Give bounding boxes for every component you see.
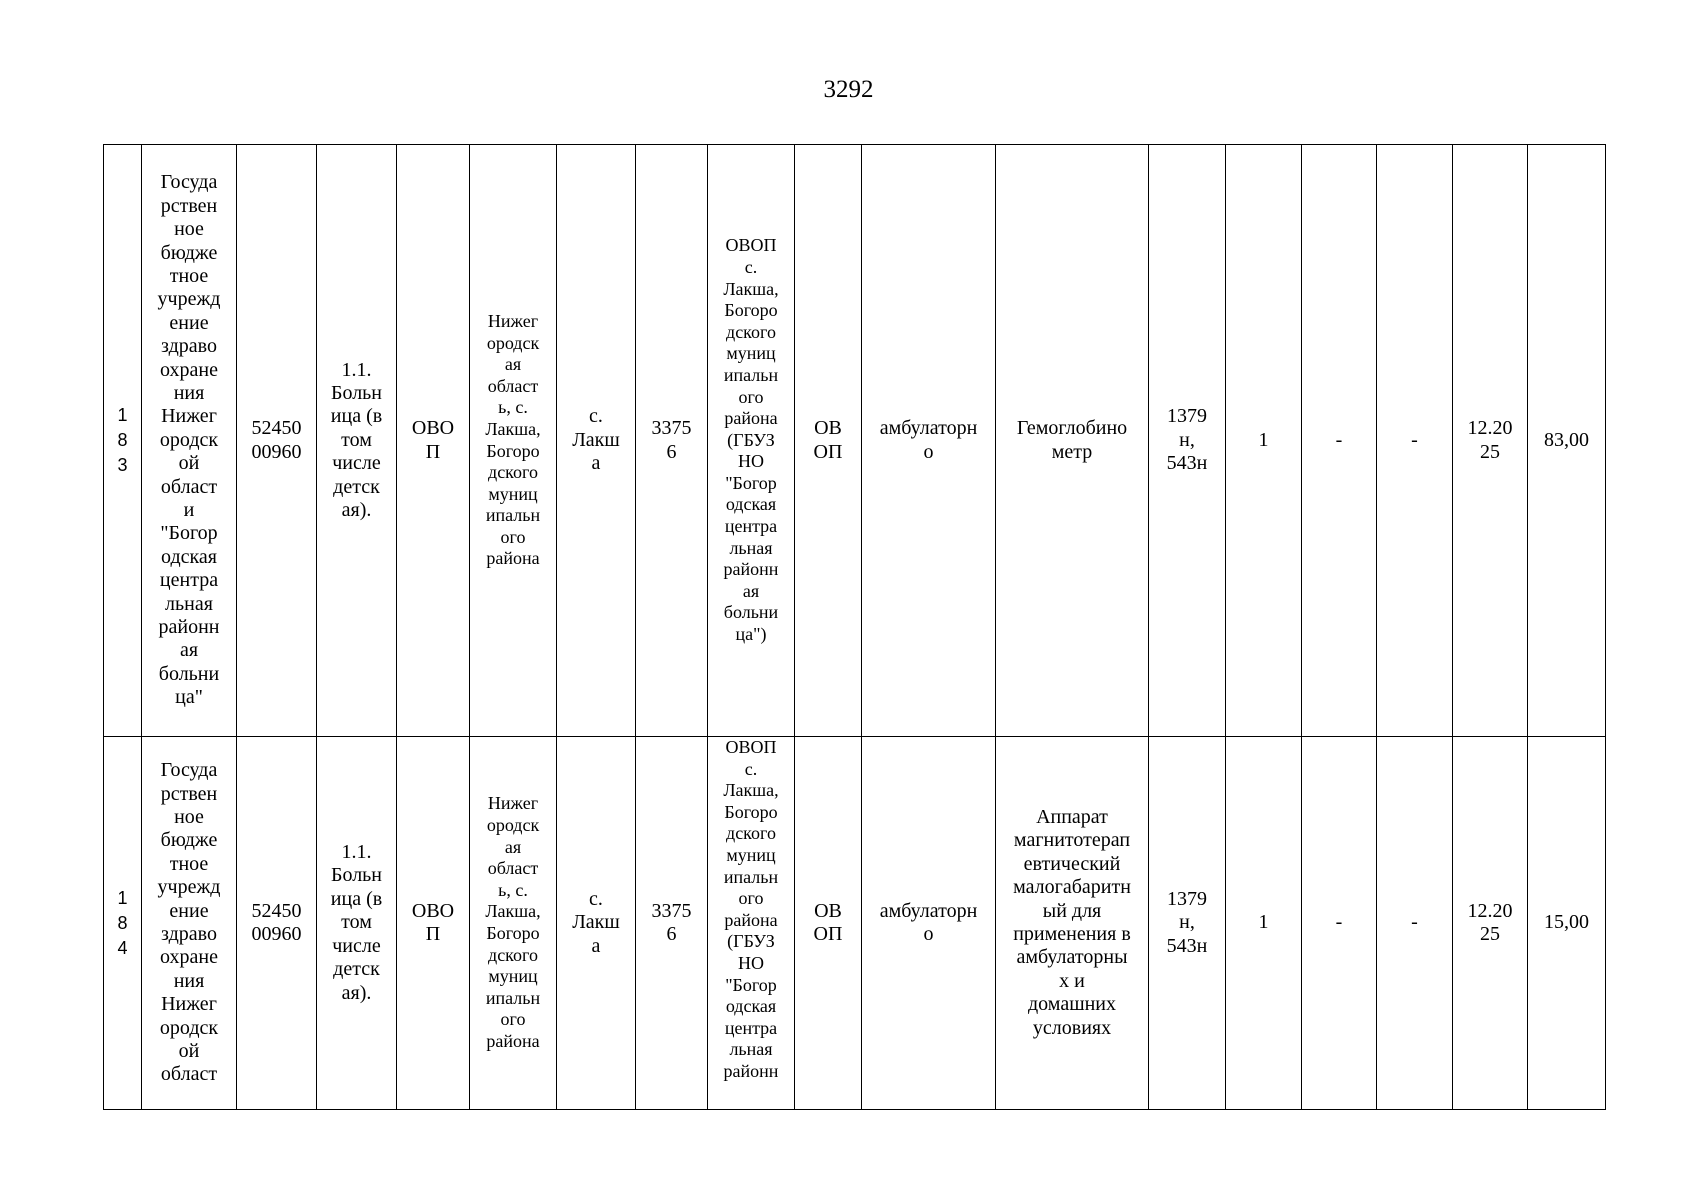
date-cell: 12.20 25 [1453, 145, 1528, 737]
region-address-cell: Нижег ородск ая област ь, с. Лакша, Богоро дского муниц ипальн ого района [470, 737, 557, 1110]
settlement-cell: с. Лакш а [557, 737, 636, 1110]
dash-cell: - [1302, 737, 1377, 1110]
region-address-cell: Нижег ородск ая област ь, с. Лакша, Богоро дского муниц ипальн ого района [470, 145, 557, 737]
care-form-cell: амбулаторн о [862, 145, 996, 737]
row-index-cell: 1 8 3 [104, 145, 142, 737]
unit-short-cell: ОВ ОП [795, 145, 862, 737]
organization-cell: Госуда рствен ное бюдже тное учрежд ение здраво охране ния Нижег ородск ой област и "Богор одская центра льная районн ая больни ца" [142, 145, 237, 737]
organization-cell: Госуда рствен ное бюдже тное учрежд ение здраво охране ния Нижег ородск ой област [142, 737, 237, 1110]
category-cell: 1.1. Больн ица (в том числе детск ая). [317, 737, 397, 1110]
quantity-cell: 1 [1226, 737, 1302, 1110]
amount-cell: 83,00 [1528, 145, 1606, 737]
postal-code-cell: 3375 6 [636, 737, 708, 1110]
care-form-cell: амбулаторн о [862, 737, 996, 1110]
category-cell: 1.1. Больн ица (в том числе детск ая). [317, 145, 397, 737]
unit-full-name-cell: ОВОП с. Лакша, Богоро дского муниц ипальн ого района (ГБУЗ НО "Богор одская центра льная районн [708, 737, 795, 1110]
equipment-cell: Аппарат магнитотерап евтический малогабаритн ый для применения в амбулаторны х и домашних условиях [996, 737, 1149, 1110]
code-cell: 52450 00960 [237, 145, 317, 737]
table-row [104, 145, 1606, 737]
equipment-table [103, 144, 1606, 1110]
dash-cell: - [1377, 145, 1453, 737]
order-cell: 1379 н, 543н [1149, 145, 1226, 737]
amount-cell: 15,00 [1528, 737, 1606, 1110]
unit-short-cell: ОВ ОП [795, 737, 862, 1110]
unit-type-cell: ОВО П [397, 145, 470, 737]
settlement-cell: с. Лакш а [557, 145, 636, 737]
dash-cell: - [1377, 737, 1453, 1110]
order-cell: 1379 н, 543н [1149, 737, 1226, 1110]
dash-cell: - [1302, 145, 1377, 737]
code-cell: 52450 00960 [237, 737, 317, 1110]
page-number: 3292 [823, 76, 874, 103]
date-cell: 12.20 25 [1453, 737, 1528, 1110]
unit-full-name-cell: ОВОП с. Лакша, Богоро дского муниц ипальн ого района (ГБУЗ НО "Богор одская центра льная районн ая больни ца") [708, 145, 795, 737]
unit-type-cell: ОВО П [397, 737, 470, 1110]
postal-code-cell: 3375 6 [636, 145, 708, 737]
table-row [104, 737, 1606, 1110]
equipment-cell: Гемоглобино метр [996, 145, 1149, 737]
quantity-cell: 1 [1226, 145, 1302, 737]
row-index-cell: 1 8 4 [104, 737, 142, 1110]
